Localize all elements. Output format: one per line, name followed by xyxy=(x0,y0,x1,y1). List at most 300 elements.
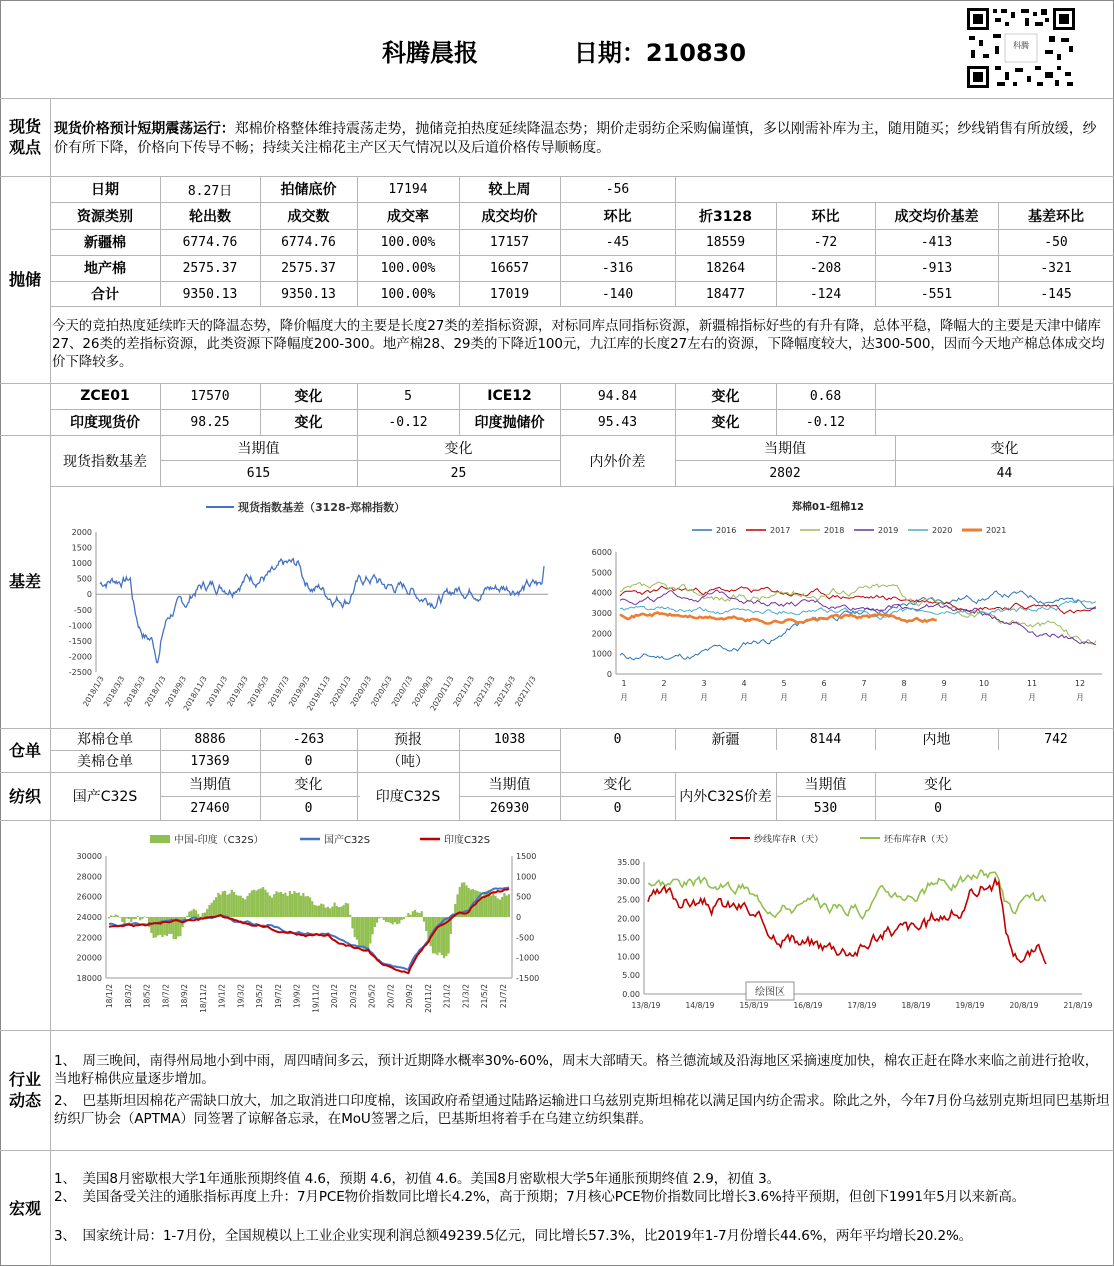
chart4-tooltip-label: 绘图区 xyxy=(755,987,785,998)
chart3-spread-bar xyxy=(383,917,385,920)
warehouse-cell: 内地 xyxy=(922,732,951,748)
chart3-ytick-left: 24000 xyxy=(76,913,102,922)
chart3-spread-bar xyxy=(146,917,148,918)
chart2-legend-label: 2019 xyxy=(878,526,899,535)
chart3-xtick: 20/11/2 xyxy=(423,984,433,1013)
market-row2-cell: 印度抛储价 xyxy=(474,415,545,431)
chart3-spread-bar xyxy=(358,917,360,945)
chart2-legend-label: 2020 xyxy=(932,526,953,535)
market-row2-cell: 印度现货价 xyxy=(70,415,140,431)
chart2-xtick-month: 9 xyxy=(941,679,947,688)
industry-item-2: 2、 巴基斯坦因棉花产需缺口放大，加之取消进口印度棉，该国政府希望通过陆路运输进口乌兹别克斯坦棉花以满足国内纺企需求。除此之外，今年7月份乌兹别克斯坦同巴基斯坦纺织厂协会（APTMA）同签署了谅解备忘录，在MoU签署之后，巴基斯坦将着手在乌建立纺织集群。 xyxy=(54,1093,1110,1127)
chart3-spread-bar xyxy=(329,908,331,917)
chart3-spread-bar xyxy=(304,896,306,917)
c32s-change-header: 变化 xyxy=(294,777,323,793)
spread-value: 2802 xyxy=(769,465,801,481)
chart3-spread-bar xyxy=(385,917,387,922)
chart4-ytick: 20.00 xyxy=(617,914,640,924)
chart3-spread-bar xyxy=(190,911,192,917)
chart3-spread-bar xyxy=(137,916,139,917)
chart1-ytick: -1500 xyxy=(68,636,92,646)
chart3-spread-bar xyxy=(325,908,327,917)
chart3-spread-bar xyxy=(425,917,427,931)
chart3-xtick: 18/11/2 xyxy=(198,984,208,1013)
chart3-spread-bar xyxy=(336,906,338,917)
chart4-xtick: 21/8/19 xyxy=(1063,1001,1093,1010)
chart3-spread-bar xyxy=(340,907,342,917)
chart2-ytick: 6000 xyxy=(591,548,612,557)
chart4-ytick: 5.00 xyxy=(622,971,640,981)
chart3-xtick: 18/3/2 xyxy=(123,984,133,1009)
chart2-legend-label: 2021 xyxy=(986,526,1007,535)
market-row1-cell: ZCE01 xyxy=(80,388,130,404)
reserve-cell: -145 xyxy=(1040,286,1072,302)
chart3-spread-bar xyxy=(287,896,289,917)
chart4-legend-label: 坯布库存R（天） xyxy=(884,835,954,845)
chart1-ytick: 1500 xyxy=(71,543,92,553)
chart3-xtick: 18/1/2 xyxy=(105,984,114,1009)
chart3-spread-bar xyxy=(508,894,510,917)
reserve-cell: 16657 xyxy=(489,260,530,276)
section-industry: 行业 动态 xyxy=(8,1070,41,1110)
warehouse-row2-cell: （吨） xyxy=(387,754,429,770)
chart3-spread-bar xyxy=(117,915,119,917)
reserve-cell: -551 xyxy=(920,286,953,302)
chart2-xtick-unit: 月 xyxy=(700,693,708,702)
india-current-header: 当期值 xyxy=(488,777,531,793)
chart3-spread-bar xyxy=(392,917,394,924)
warehouse-cell: 1038 xyxy=(493,731,526,747)
chart1-xtick: 2018/9/3 xyxy=(163,674,189,709)
c32s-spread-value: 530 xyxy=(813,800,838,816)
warehouse-cell: 郑棉仓单 xyxy=(77,732,133,748)
reserve-cell: 6774.76 xyxy=(281,234,336,250)
chart2-xtick-unit: 月 xyxy=(660,693,668,702)
chart3-spread-bar xyxy=(278,892,280,917)
chart1-xtick: 2019/11/3 xyxy=(304,674,333,713)
chart2-legend-label: 2017 xyxy=(770,526,791,535)
chart3-spread-bar xyxy=(157,917,159,935)
chart1-ytick: 500 xyxy=(76,574,92,584)
spread-change: 44 xyxy=(996,465,1013,481)
reserve-cell: 9350.13 xyxy=(281,286,336,302)
chart3-spread-bar xyxy=(152,917,154,938)
chart3-spread-bar xyxy=(271,898,273,917)
chart3-spread-bar xyxy=(202,913,204,917)
warehouse-row2-cell: 美棉仓单 xyxy=(77,754,133,770)
grid-line xyxy=(459,750,460,772)
warehouse-cell: -263 xyxy=(292,731,325,747)
chart3-spread-bar xyxy=(380,917,382,918)
market-row2-cell: -0.12 xyxy=(388,414,428,430)
chart4-ytick: 25.00 xyxy=(617,895,640,905)
reserve-cell: 100.00% xyxy=(380,260,436,276)
chart3-xtick: 19/5/2 xyxy=(255,984,265,1009)
reserve-top-2: 拍储底价 xyxy=(280,182,337,198)
chart1-ytick: 0 xyxy=(86,590,92,600)
domestic-c32s-change: 0 xyxy=(304,800,313,816)
reserve-cell: 100.00% xyxy=(380,286,436,302)
chart3-spread-bar xyxy=(228,894,230,917)
reserve-header-5: 环比 xyxy=(603,208,632,225)
chart3-spread-bar xyxy=(320,904,322,917)
chart4-xtick: 13/8/19 xyxy=(631,1001,661,1010)
chart2-xtick-unit: 月 xyxy=(980,693,988,702)
chart1-xtick: 2019/7/3 xyxy=(266,674,291,709)
chart3-spread-bar xyxy=(284,893,286,917)
chart3-spread-bar xyxy=(423,917,425,922)
chart3-spread-bar xyxy=(264,890,266,917)
section-reserve: 抛储 xyxy=(8,270,41,289)
chart3-spread-bar xyxy=(333,903,335,917)
chart2-ytick: 4000 xyxy=(591,588,612,598)
chart3-spread-bar xyxy=(246,896,248,917)
spot-view-text xyxy=(54,120,1110,158)
chart3-spread-bar xyxy=(345,903,347,917)
inner-outer-spread-label: 内外价差 xyxy=(589,453,646,470)
grid-line xyxy=(875,383,876,435)
c32s-current-header: 当期值 xyxy=(189,777,231,793)
chart2-series-2016 xyxy=(620,591,1096,660)
reserve-header-6: 折3128 xyxy=(699,208,752,225)
chart3-spread-bar xyxy=(164,917,166,935)
chart1-xtick: 2021/1/3 xyxy=(451,674,477,709)
chart3-spread-bar xyxy=(378,917,380,918)
warehouse-cell: 预报 xyxy=(394,732,422,748)
chart3-spread-bar xyxy=(412,911,414,917)
reserve-cell: 18559 xyxy=(705,234,746,250)
chart1-xtick: 2018/1/3 xyxy=(81,674,106,709)
reserve-header-0: 资源类别 xyxy=(77,208,133,225)
reserve-cell: -413 xyxy=(920,234,953,250)
macro-item-1: 1、 美国8月密歇根大学1年通胀预期终值 4.6，预期 4.6，初值 4.6。美国8月密歇根大学5年通胀预期终值 2.9，初值 3。 xyxy=(54,1171,781,1187)
chart4-xtick: 15/8/19 xyxy=(739,1001,769,1010)
reserve-cell: 18264 xyxy=(705,260,746,276)
chart3-spread-bar xyxy=(318,905,320,917)
market-row2-cell: 变化 xyxy=(294,415,323,431)
chart3-xtick: 20/9/2 xyxy=(405,984,415,1009)
chart3-ytick-left: 26000 xyxy=(76,892,102,902)
chart3-spread-bar xyxy=(311,901,313,917)
chart3-spread-bar xyxy=(233,892,235,917)
chart3-ytick-left: 20000 xyxy=(76,953,102,963)
chart3-legend-label: 印度C32S xyxy=(444,835,491,846)
chart3-spread-bar xyxy=(369,917,371,944)
chart2-xtick-unit: 月 xyxy=(1076,693,1084,702)
chart3-spread-bar xyxy=(195,910,197,917)
reserve-top-1: 8.27日 xyxy=(187,183,233,199)
warehouse-cell: 新疆 xyxy=(711,732,740,748)
chart3-spread-bar xyxy=(349,915,351,917)
chart1-xtick: 2020/5/3 xyxy=(369,674,394,709)
c32s-spread-change-header: 变化 xyxy=(924,777,952,793)
reserve-top-4: 较上周 xyxy=(488,182,531,198)
chart3-spread-bar xyxy=(356,917,358,940)
chart3-spread-bar xyxy=(401,917,403,920)
reserve-cell: -316 xyxy=(601,260,634,276)
reserve-commentary: 今天的竞拍热度延续昨天的降温态势，降价幅度大的主要是长度27类的差指标资源，对标同库点同指标资源，新疆棉指标好些的有升有降，总体平稳，降幅大的主要是天津中储库27、26类的差指标资源，此类资源下降幅度200-300。地产棉28、29类的下降近100元，九江库的长度27左右的资源，下降幅度较大，达300-500，因而今天地产棉总体成交均价下降较多。 xyxy=(52,318,1105,370)
chart3-spread-bar xyxy=(123,917,125,924)
chart1-xtick: 2020/1/3 xyxy=(327,674,353,709)
chart3-spread-bar xyxy=(222,891,224,917)
chart4-ytick: 0.00 xyxy=(622,990,640,999)
reserve-header-8: 成交均价基差 xyxy=(894,208,979,225)
market-row1-cell: 94.84 xyxy=(597,388,638,404)
chart3-spread-bar xyxy=(130,917,132,922)
chart1-xtick: 2018/7/3 xyxy=(142,674,168,709)
chart3-spread-bar xyxy=(206,909,208,917)
chart3-spread-bar xyxy=(273,894,275,917)
chart3-xtick: 19/3/2 xyxy=(236,984,246,1009)
section-textile: 纺织 xyxy=(8,786,41,806)
chart3-ytick-right: 500 xyxy=(516,892,532,902)
chart2-ytick: 0 xyxy=(606,670,612,679)
chart3-spread-bar xyxy=(416,912,418,917)
chart3-spread-bar xyxy=(280,892,282,917)
reserve-cell: -140 xyxy=(601,286,634,302)
chart2-xtick-unit: 月 xyxy=(860,693,868,702)
spot-view-headline: 现货价格预计短期震荡运行： xyxy=(54,121,235,137)
chart2-xtick-unit: 月 xyxy=(940,693,948,702)
chart1-ytick: -2500 xyxy=(68,668,92,677)
chart3-xtick: 19/11/2 xyxy=(311,984,321,1013)
market-row2-cell: 98.25 xyxy=(190,414,230,430)
chart3-spread-bar xyxy=(403,917,405,919)
chart3-ytick-right: 1500 xyxy=(516,852,537,861)
chart3-spread-bar xyxy=(503,893,505,917)
chart2-xtick-month: 5 xyxy=(781,679,787,688)
reserve-cell: 2575.37 xyxy=(281,260,336,276)
reserve-top-0: 日期 xyxy=(91,182,119,198)
chart3-spread-bar xyxy=(322,904,324,917)
chart4-xtick: 18/8/19 xyxy=(901,1001,931,1010)
chart3-spread-bar xyxy=(112,916,114,917)
chart3-xtick: 20/7/2 xyxy=(386,984,396,1009)
chart3-spread-bar xyxy=(237,896,239,917)
c32s-yarn-chart xyxy=(60,826,560,1026)
chart2-ytick: 3000 xyxy=(591,609,612,618)
reserve-header-7: 环比 xyxy=(811,208,840,225)
india-change-header: 变化 xyxy=(603,777,632,793)
chart2-xtick-unit: 月 xyxy=(780,693,788,702)
chart3-spread-bar xyxy=(208,905,210,917)
chart3-spread-bar xyxy=(282,894,284,917)
chart3-ytick-right: -1000 xyxy=(516,953,540,963)
chart3-spread-bar xyxy=(501,897,503,917)
market-row2-cell: 变化 xyxy=(711,415,740,431)
chart3-legend-label: 国产C32S xyxy=(324,835,371,846)
chart2-xtick-month: 3 xyxy=(701,679,707,688)
chart3-spread-bar xyxy=(360,917,362,947)
market-row1-cell: 5 xyxy=(404,388,412,404)
reserve-cell: 17019 xyxy=(489,286,530,302)
chart4-xtick: 14/8/19 xyxy=(685,1001,715,1010)
reserve-cell: 100.00% xyxy=(380,234,436,250)
chart2-ytick: 1000 xyxy=(591,649,612,659)
chart3-spread-bar xyxy=(193,909,195,917)
chart1-ytick: 1000 xyxy=(71,559,92,569)
chart3-spread-bar xyxy=(316,906,318,917)
chart1-xtick: 2018/3/3 xyxy=(101,674,127,709)
spot-basis-value: 615 xyxy=(246,465,271,481)
chart3-spread-bar xyxy=(159,917,161,935)
chart3-xtick: 21/5/2 xyxy=(480,984,490,1009)
chart3-spread-bar xyxy=(436,917,438,955)
chart1-xtick: 2021/5/3 xyxy=(492,674,518,709)
chart4-xtick: 20/8/19 xyxy=(1009,1001,1039,1010)
chart1-xtick: 2020/7/3 xyxy=(389,674,415,709)
chart3-spread-bar xyxy=(367,917,369,951)
chart3-spread-bar xyxy=(115,915,117,917)
chart3-ytick-left: 28000 xyxy=(76,872,102,882)
spread-change-header: 变化 xyxy=(990,440,1019,457)
warehouse-cell: 742 xyxy=(1044,731,1068,747)
chart1-xtick: 2019/1/3 xyxy=(204,674,230,709)
chart1-xtick: 2019/3/3 xyxy=(225,674,250,709)
chart1-xtick: 2018/11/3 xyxy=(181,674,209,713)
chart3-ytick-left: 22000 xyxy=(76,933,102,943)
chart3-spread-bar xyxy=(215,897,217,917)
chart3-spread-bar xyxy=(389,917,391,923)
chart3-xtick: 21/3/2 xyxy=(461,984,471,1009)
chart3-spread-bar xyxy=(220,895,222,917)
section-spot: 现货 观点 xyxy=(8,117,41,157)
chart2-xtick-unit: 月 xyxy=(620,693,628,702)
chart1-ytick: -2000 xyxy=(68,652,92,662)
spot-index-basis-label: 现货指数基差 xyxy=(63,453,147,470)
chart2-xtick-unit: 月 xyxy=(1028,693,1036,702)
chart3-spread-bar xyxy=(128,917,130,919)
reserve-cell: -321 xyxy=(1040,260,1072,276)
section-warehouse: 仓单 xyxy=(8,740,41,760)
qr-logo-text: 科腾 xyxy=(1013,41,1029,50)
reserve-header-4: 成交均价 xyxy=(481,208,538,225)
chart3-spread-bar xyxy=(470,890,472,917)
chart3-spread-bar xyxy=(490,896,492,917)
chart1-xtick: 2019/9/3 xyxy=(286,674,312,709)
market-row1-cell: 0.68 xyxy=(809,388,842,404)
chart3-spread-bar xyxy=(331,907,333,917)
reserve-cell: -45 xyxy=(605,234,630,250)
warehouse-row2-cell: 0 xyxy=(304,753,313,769)
chart2-xtick-month: 12 xyxy=(1074,679,1086,688)
chart4-fabric-inventory-line xyxy=(648,870,1046,919)
chart3-xtick: 18/5/2 xyxy=(142,984,152,1009)
spot-view-body: 郑棉价格整体维持震荡走势，抛储竞拍热度延续降温态势；期价走弱纺企采购偏谨慎，多以刚需补库为主，随用随买；纱线销售有所放缓，纱价有所下降，价格向下传导不畅；持续关注棉花主产区天气情况以及后道价格传导顺畅度。 xyxy=(54,121,1097,156)
chart3-ytick-left: 30000 xyxy=(76,852,102,861)
chart3-xtick: 19/7/2 xyxy=(273,984,283,1009)
chart2-ytick: 2000 xyxy=(591,629,612,639)
chart3-spread-bar xyxy=(499,900,501,917)
chart3-ytick-left: 18000 xyxy=(76,974,102,983)
chart3-spread-bar xyxy=(188,912,190,917)
chart3-spread-bar xyxy=(371,917,373,934)
chart3-spread-bar xyxy=(363,917,365,949)
chart3-spread-bar xyxy=(260,888,262,917)
reserve-cell: 新疆棉 xyxy=(84,235,126,251)
chart3-spread-bar xyxy=(347,903,349,917)
chart2-xtick-unit: 月 xyxy=(900,693,908,702)
chart3-spread-bar xyxy=(139,917,141,920)
warehouse-cell: 0 xyxy=(613,731,622,747)
chart3-xtick: 20/3/2 xyxy=(348,984,358,1009)
chart1-xtick: 2020/3/3 xyxy=(348,674,374,709)
chart4-xtick: 19/8/19 xyxy=(955,1001,985,1010)
chart1-xtick: 2018/5/3 xyxy=(122,674,147,709)
chart1-xtick: 2021/7/3 xyxy=(513,674,538,709)
chart3-spread-bar xyxy=(255,891,257,917)
domestic-c32s-value: 27460 xyxy=(190,800,230,816)
chart3-spread-bar xyxy=(110,915,112,917)
chart3-spread-bar xyxy=(240,896,242,917)
spot-basis-chart xyxy=(56,492,556,728)
chart3-spread-bar xyxy=(497,898,499,917)
macro-item-2: 2、 美国备受关注的通胀指标再度上升：7月PCE物价指数同比增长4.2%，高于预期；7月核心PCE物价指数同比增长3.6%持平预期，但创下1991年5月以来新高。 xyxy=(54,1189,1026,1205)
basis-current-header: 当期值 xyxy=(237,440,280,457)
chart3-ytick-right: 0 xyxy=(516,913,522,922)
market-row1-cell: ICE12 xyxy=(487,388,532,404)
reserve-header-1: 轮出数 xyxy=(189,208,231,225)
chart4-yarn-inventory-line xyxy=(648,879,1046,964)
chart3-spread-bar xyxy=(439,917,441,952)
chart3-spread-bar xyxy=(121,917,123,922)
chart3-spread-bar xyxy=(289,891,291,917)
chart3-xtick: 19/9/2 xyxy=(292,984,302,1009)
reserve-cell: 18477 xyxy=(705,286,746,302)
chart3-spread-bar xyxy=(492,893,494,917)
chart4-ytick: 35.00 xyxy=(617,858,640,867)
chart3-legend-label: 中国-印度（C32S） xyxy=(174,835,264,846)
chart4-ytick: 30.00 xyxy=(617,876,640,886)
chart3-spread-bar xyxy=(213,900,215,917)
india-c32s-change: 0 xyxy=(613,800,622,816)
basis-change-header: 变化 xyxy=(444,440,473,457)
c32s-spread-label: 内外C32S价差 xyxy=(679,789,772,805)
domestic-c32s-label: 国产C32S xyxy=(72,789,138,805)
reserve-cell: 17157 xyxy=(489,234,530,250)
reserve-header-2: 成交数 xyxy=(287,208,330,225)
market-row2-cell: 95.43 xyxy=(597,414,638,430)
chart3-spread-bar xyxy=(231,890,233,917)
chart3-xtick: 21/7/2 xyxy=(499,984,508,1009)
chart1-series-line xyxy=(100,559,544,663)
chart1-xtick: 2021/3/3 xyxy=(471,674,497,709)
report-date: 日期：210830 xyxy=(573,38,747,67)
reserve-cell: -124 xyxy=(809,286,842,302)
chart2-xtick-unit: 月 xyxy=(740,693,748,702)
chart3-spread-bar xyxy=(242,898,244,917)
chart3-spread-bar xyxy=(342,905,344,917)
chart3-ytick-right: 1000 xyxy=(516,872,537,882)
chart3-spread-bar xyxy=(396,917,398,924)
reserve-top-3: 17194 xyxy=(388,181,428,197)
reserve-top-5: -56 xyxy=(605,181,630,197)
reserve-cell: 地产棉 xyxy=(84,261,126,277)
chart3-xtick: 19/1/2 xyxy=(217,984,227,1009)
chart3-spread-bar xyxy=(351,917,353,928)
spot-basis-change: 25 xyxy=(450,465,467,481)
chart4-ytick: 15.00 xyxy=(617,933,640,943)
chart3-ytick-right: -1500 xyxy=(516,974,540,983)
chart3-spread-bar xyxy=(506,895,508,917)
chart3-spread-bar xyxy=(407,913,409,917)
zce-ice-spread-chart xyxy=(580,492,1110,728)
reserve-cell: 合计 xyxy=(91,287,119,303)
chart3-spread-bar xyxy=(300,896,302,917)
chart3-spread-bar xyxy=(135,917,137,919)
chart1-ytick: -1000 xyxy=(68,621,92,631)
warehouse-cell: 8886 xyxy=(194,731,226,747)
